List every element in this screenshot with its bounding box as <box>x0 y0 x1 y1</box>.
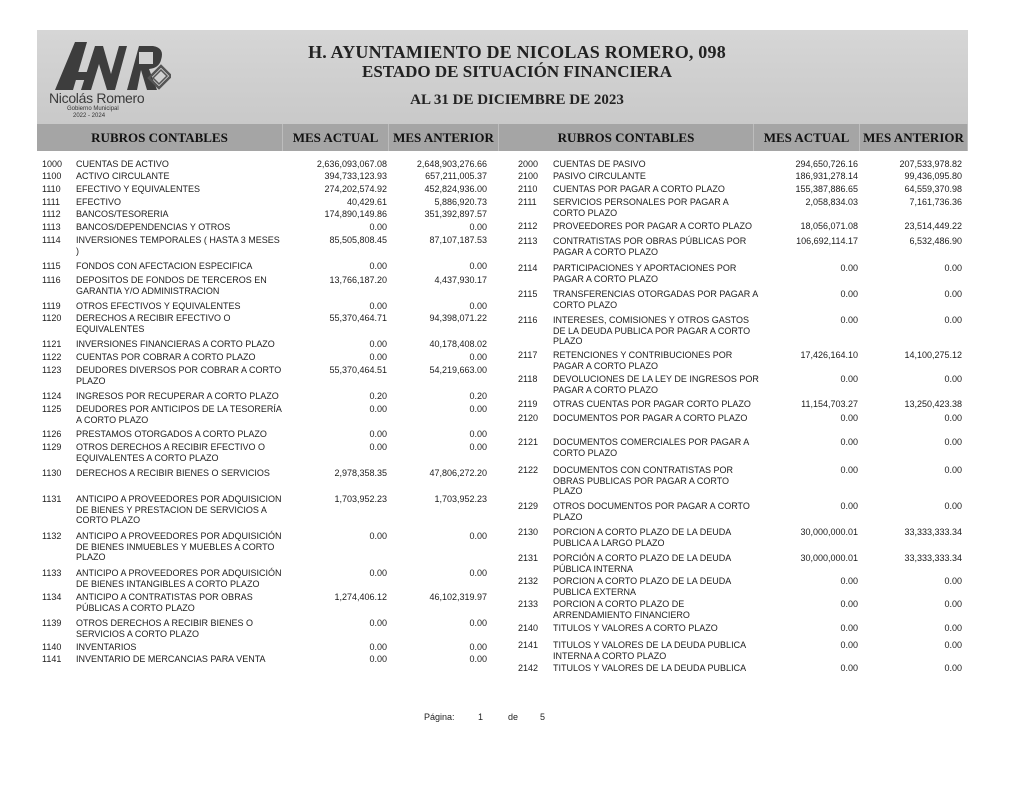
previous-month-value: 0.00 <box>944 576 962 586</box>
account-description: ANTICIPO A PROVEEDORES POR ADQUISICIÓN DE BIENES INTANGIBLES A CORTO PLAZO <box>76 568 282 589</box>
current-month-value: 2,058,834.03 <box>805 197 858 207</box>
previous-month-value: 0.00 <box>944 413 962 423</box>
account-code: 2133 <box>518 599 539 609</box>
account-code: 1122 <box>42 352 62 362</box>
account-code: 1000 <box>42 159 63 169</box>
current-month-value: 17,426,164.10 <box>800 350 858 360</box>
account-description: INVENTARIOS <box>76 642 137 652</box>
account-description: TRANSFERENCIAS OTORGADAS POR PAGAR A CORTO PLAZO <box>553 289 758 310</box>
account-code: 2130 <box>518 527 539 537</box>
account-code: 2142 <box>518 663 539 673</box>
account-code: 2111 <box>518 197 537 207</box>
current-month-value: 13,766,187.20 <box>329 275 387 285</box>
account-description: PORCION A CORTO PLAZO DE LA DEUDA PUBLICA EXTERNA <box>553 576 731 597</box>
previous-month-value: 6,532,486.90 <box>909 236 962 246</box>
page-total: 5 <box>540 712 546 722</box>
account-code: 1100 <box>42 171 62 181</box>
previous-month-value: 54,219,663.00 <box>429 365 487 375</box>
account-code: 2122 <box>518 465 539 475</box>
account-code: 1112 <box>42 209 61 219</box>
account-description: DEVOLUCIONES DE LA LEY DE INGRESOS POR PAGAR A CORTO PLAZO <box>553 374 759 395</box>
account-description: CUENTAS POR PAGAR A CORTO PLAZO <box>553 184 725 194</box>
previous-month-value: 99,436,095.80 <box>904 171 962 181</box>
col-rubros-right: RUBROS CONTABLES <box>499 124 754 151</box>
account-description: INVERSIONES TEMPORALES ( HASTA 3 MESES ) <box>76 235 280 256</box>
current-month-value: 11,154,703.27 <box>801 399 858 409</box>
account-code: 1114 <box>42 235 61 245</box>
current-month-value: 55,370,464.51 <box>329 365 387 375</box>
current-month-value: 0.00 <box>369 531 387 541</box>
current-month-value: 0.00 <box>840 663 858 673</box>
account-description: DEPOSITOS DE FONDOS DE TERCEROS EN GARANTIA Y/O ADMINISTRACION <box>76 275 267 296</box>
previous-month-value: 0.00 <box>469 429 487 439</box>
current-month-value: 0.00 <box>369 568 387 578</box>
current-month-value: 0.00 <box>840 465 858 475</box>
account-description: TITULOS Y VALORES DE LA DEUDA PUBLICA INTERNA A CORTO PLAZO <box>553 640 746 661</box>
account-description: DOCUMENTOS CON CONTRATISTAS POR OBRAS PUBLICAS POR PAGAR A CORTO PLAZO <box>553 465 734 496</box>
previous-month-value: 0.00 <box>944 623 962 633</box>
previous-month-value: 0.00 <box>944 465 962 475</box>
account-code: 2115 <box>518 289 538 299</box>
account-code: 2100 <box>518 171 539 181</box>
current-month-value: 0.00 <box>369 352 387 362</box>
previous-month-value: 0.00 <box>944 263 962 273</box>
previous-month-value: 87,107,187.53 <box>429 235 487 245</box>
account-description: OTROS DERECHOS A RECIBIR EFECTIVO O EQUIVALENTES A CORTO PLAZO <box>76 442 266 463</box>
previous-month-value: 0.00 <box>944 315 962 325</box>
current-month-value: 0.00 <box>369 618 387 628</box>
current-month-value: 294,650,726.16 <box>795 159 858 169</box>
account-code: 1121 <box>42 339 62 349</box>
previous-month-value: 351,392,897.57 <box>424 209 487 219</box>
previous-month-value: 0.00 <box>944 374 962 384</box>
previous-month-value: 0.20 <box>469 391 487 401</box>
account-description: DERECHOS A RECIBIR BIENES O SERVICIOS <box>76 468 270 478</box>
account-description: OTROS DERECHOS A RECIBIR BIENES O SERVICIOS A CORTO PLAZO <box>76 618 254 639</box>
current-month-value: 40,429.61 <box>346 197 387 207</box>
title-block <box>177 42 857 109</box>
page-number: 1 <box>478 712 484 722</box>
current-month-value: 2,978,358.35 <box>334 468 387 478</box>
account-code: 2140 <box>518 623 539 633</box>
current-month-value: 0.00 <box>840 413 858 423</box>
current-month-value: 274,202,574.92 <box>324 184 387 194</box>
account-description: ANTICIPO A PROVEEDORES POR ADQUISICION DE BIENES Y PRESTACION DE SERVICIOS A CORTO PLAZO <box>76 494 282 525</box>
page-label: Página: <box>424 712 455 722</box>
previous-month-value: 0.00 <box>944 663 962 673</box>
account-description: CUENTAS POR COBRAR A CORTO PLAZO <box>76 352 256 362</box>
account-code: 1129 <box>42 442 62 452</box>
previous-month-value: 23,514,449.22 <box>904 221 962 231</box>
account-code: 2114 <box>518 263 538 273</box>
account-description: OTRAS CUENTAS POR PAGAR CORTO PLAZO <box>553 399 751 409</box>
previous-month-value: 0.00 <box>469 618 487 628</box>
previous-month-value: 657,211,005.37 <box>425 171 487 181</box>
col-actual-left: MES ACTUAL <box>283 124 389 151</box>
account-description: BANCOS/DEPENDENCIAS Y OTROS <box>76 222 231 232</box>
account-code: 2119 <box>518 399 538 409</box>
col-actual-right: MES ACTUAL <box>754 124 860 151</box>
previous-month-value: 47,806,272.20 <box>429 468 487 478</box>
previous-month-value: 5,886,920.73 <box>434 197 487 207</box>
current-month-value: 0.00 <box>369 442 387 452</box>
account-code: 2118 <box>518 374 538 384</box>
account-code: 1133 <box>42 568 62 578</box>
current-month-value: 0.00 <box>840 501 858 511</box>
logo-text: Nicolás Romero <box>49 90 145 106</box>
current-month-value: 18,056,071.08 <box>800 221 858 231</box>
previous-month-value: 0.00 <box>944 640 962 650</box>
account-code: 1125 <box>42 404 62 414</box>
account-code: 1131 <box>42 494 62 504</box>
col-rubros-left: RUBROS CONTABLES <box>37 124 283 151</box>
account-description: EFECTIVO <box>76 197 122 207</box>
previous-month-value: 0.00 <box>469 654 487 664</box>
current-month-value: 0.00 <box>840 289 858 299</box>
account-code: 2116 <box>518 315 538 325</box>
previous-month-value: 40,178,408.02 <box>429 339 487 349</box>
account-code: 2110 <box>518 184 538 194</box>
account-code: 1110 <box>42 184 61 194</box>
previous-month-value: 0.00 <box>469 404 487 414</box>
current-month-value: 0.00 <box>369 642 387 652</box>
current-month-value: 30,000,000.01 <box>800 553 858 563</box>
previous-month-value: 0.00 <box>469 222 487 232</box>
account-code: 1123 <box>42 365 62 375</box>
page-of-label: de <box>508 712 519 722</box>
current-month-value: 1,703,952.23 <box>334 494 387 504</box>
account-code: 1120 <box>42 313 62 323</box>
account-description: BANCOS/TESORERIA <box>76 209 169 219</box>
current-month-value: 85,505,808.45 <box>329 235 387 245</box>
previous-month-value: 452,824,936.00 <box>424 184 487 194</box>
account-code: 1130 <box>42 468 62 478</box>
account-description: DERECHOS A RECIBIR EFECTIVO O EQUIVALENTES <box>76 313 231 334</box>
current-month-value: 106,692,114.17 <box>796 236 858 246</box>
account-description: OTROS EFECTIVOS Y EQUIVALENTES <box>76 301 241 311</box>
current-month-value: 0.00 <box>840 576 858 586</box>
account-code: 1140 <box>42 642 62 652</box>
current-month-value: 0.00 <box>840 437 858 447</box>
current-month-value: 1,274,406.12 <box>334 592 387 602</box>
account-description: PORCION A CORTO PLAZO DE LA DEUDA PUBLICA A LARGO PLAZO <box>553 527 731 548</box>
account-description: ACTIVO CIRCULANTE <box>76 171 170 181</box>
account-code: 1141 <box>42 654 62 664</box>
account-description: TITULOS Y VALORES DE LA DEUDA PUBLICA <box>553 663 747 673</box>
col-anterior-right: MES ANTERIOR <box>860 124 968 151</box>
previous-month-value: 46,102,319.97 <box>429 592 487 602</box>
current-month-value: 0.20 <box>369 391 387 401</box>
account-code: 1119 <box>42 301 61 311</box>
account-description: PORCION A CORTO PLAZO DE ARRENDAMIENTO FINANCIERO <box>553 599 690 620</box>
previous-month-value: 13,250,423.38 <box>904 399 962 409</box>
current-month-value: 0.00 <box>840 263 858 273</box>
account-description: PORCIÓN A CORTO PLAZO DE LA DEUDA PÚBLICA INTERNA <box>553 553 731 574</box>
previous-month-value: 1,703,952.23 <box>434 494 487 504</box>
account-description: DOCUMENTOS POR PAGAR A CORTO PLAZO <box>553 413 748 423</box>
previous-month-value: 0.00 <box>469 352 487 362</box>
account-description: CONTRATISTAS POR OBRAS PÚBLICAS POR PAGAR A CORTO PLAZO <box>553 236 747 257</box>
account-code: 2117 <box>518 350 538 360</box>
previous-month-value: 0.00 <box>944 501 962 511</box>
account-description: DEUDORES DIVERSOS POR COBRAR A CORTO PLAZO <box>76 365 282 386</box>
current-month-value: 155,387,886.65 <box>795 184 858 194</box>
current-month-value: 55,370,464.71 <box>329 313 387 323</box>
current-month-value: 394,733,123.93 <box>324 171 387 181</box>
previous-month-value: 7,161,736.36 <box>909 197 962 207</box>
account-description: RETENCIONES Y CONTRIBUCIONES POR PAGAR A CORTO PLAZO <box>553 350 733 371</box>
previous-month-value: 0.00 <box>469 261 487 271</box>
account-code: 1124 <box>42 391 62 401</box>
current-month-value: 30,000,000.01 <box>800 527 858 537</box>
account-description: PRESTAMOS OTORGADOS A CORTO PLAZO <box>76 429 267 439</box>
account-description: PASIVO CIRCULANTE <box>553 171 646 181</box>
account-description: DOCUMENTOS COMERCIALES POR PAGAR A CORTO PLAZO <box>553 437 749 458</box>
current-month-value: 0.00 <box>840 599 858 609</box>
current-month-value: 0.00 <box>369 222 387 232</box>
current-month-value: 2,636,093,067.08 <box>316 159 387 169</box>
current-month-value: 0.00 <box>369 339 387 349</box>
previous-month-value: 0.00 <box>944 437 962 447</box>
account-description: INVERSIONES FINANCIERAS A CORTO PLAZO <box>76 339 275 349</box>
previous-month-value: 14,100,275.12 <box>904 350 962 360</box>
current-month-value: 0.00 <box>369 654 387 664</box>
previous-month-value: 0.00 <box>944 289 962 299</box>
account-description: DEUDORES POR ANTICIPOS DE LA TESORERÍA A CORTO PLAZO <box>76 404 282 425</box>
previous-month-value: 207,533,978.82 <box>899 159 962 169</box>
account-description: PARTICIPACIONES Y APORTACIONES POR PAGAR A CORTO PLAZO <box>553 263 737 284</box>
account-code: 1126 <box>42 429 62 439</box>
account-description: SERVICIOS PERSONALES POR PAGAR A CORTO PLAZO <box>553 197 729 218</box>
current-month-value: 0.00 <box>840 315 858 325</box>
account-description: EFECTIVO Y EQUIVALENTES <box>76 184 201 194</box>
document-header <box>37 30 968 124</box>
account-description: CUENTAS DE ACTIVO <box>76 159 169 169</box>
account-code: 1116 <box>42 275 61 285</box>
report-date: AL 31 DE DICIEMBRE DE 2023 <box>410 92 624 108</box>
entity-title: H. AYUNTAMIENTO DE NICOLAS ROMERO, 098 <box>308 42 726 62</box>
account-description: ANTICIPO A CONTRATISTAS POR OBRAS PÚBLICAS A CORTO PLAZO <box>76 592 253 613</box>
previous-month-value: 94,398,071.22 <box>429 313 487 323</box>
current-month-value: 174,890,149.86 <box>324 209 387 219</box>
account-code: 1139 <box>42 618 62 628</box>
municipal-logo <box>45 36 170 120</box>
current-month-value: 0.00 <box>369 301 387 311</box>
report-title: ESTADO DE SITUACIÓN FINANCIERA <box>362 62 672 81</box>
account-description: INTERESES, COMISIONES Y OTROS GASTOS DE LA DEUDA PUBLICA POR PAGAR A CORTO PLAZO <box>553 315 751 346</box>
current-month-value: 186,931,278.14 <box>795 171 858 181</box>
account-description: OTROS DOCUMENTOS POR PAGAR A CORTO PLAZO <box>553 501 750 522</box>
account-description: ANTICIPO A PROVEEDORES POR ADQUISICIÓN DE BIENES INMUEBLES Y MUEBLES A CORTO PLAZO <box>76 531 282 562</box>
previous-month-value: 33,333,333.34 <box>904 553 962 563</box>
account-description: TITULOS Y VALORES A CORTO PLAZO <box>553 623 718 633</box>
anr-logo-icon <box>53 38 171 92</box>
account-code: 2000 <box>518 159 539 169</box>
account-code: 2120 <box>518 413 539 423</box>
previous-month-value: 0.00 <box>469 531 487 541</box>
account-description: FONDOS CON AFECTACION ESPECIFICA <box>76 261 253 271</box>
previous-month-value: 0.00 <box>469 568 487 578</box>
account-code: 1115 <box>42 261 61 271</box>
previous-month-value: 0.00 <box>469 642 487 652</box>
account-code: 2132 <box>518 576 539 586</box>
account-code: 1111 <box>42 197 61 207</box>
previous-month-value: 0.00 <box>469 301 487 311</box>
current-month-value: 0.00 <box>369 261 387 271</box>
current-month-value: 0.00 <box>369 429 387 439</box>
account-code: 2112 <box>518 221 538 231</box>
previous-month-value: 0.00 <box>469 442 487 452</box>
previous-month-value: 0.00 <box>944 599 962 609</box>
account-description: CUENTAS DE PASIVO <box>553 159 646 169</box>
account-code: 2113 <box>518 236 538 246</box>
previous-month-value: 64,559,370.98 <box>904 184 962 194</box>
current-month-value: 0.00 <box>840 374 858 384</box>
current-month-value: 0.00 <box>840 623 858 633</box>
col-anterior-left: MES ANTERIOR <box>389 124 499 151</box>
account-code: 2131 <box>518 553 539 563</box>
previous-month-value: 33,333,333.34 <box>904 527 962 537</box>
logo-period: 2022 - 2024 <box>73 113 106 119</box>
current-month-value: 0.00 <box>369 404 387 414</box>
account-description: INVENTARIO DE MERCANCIAS PARA VENTA <box>76 654 266 664</box>
account-code: 2129 <box>518 501 539 511</box>
account-code: 2141 <box>518 640 539 650</box>
account-code: 1134 <box>42 592 62 602</box>
account-description: PROVEEDORES POR PAGAR A CORTO PLAZO <box>553 221 753 231</box>
logo-subtitle: Gobierno Municipal <box>67 106 119 112</box>
account-code: 1132 <box>42 531 62 541</box>
account-code: 2121 <box>518 437 539 447</box>
account-description: INGRESOS POR RECUPERAR A CORTO PLAZO <box>76 391 279 401</box>
current-month-value: 0.00 <box>840 640 858 650</box>
previous-month-value: 4,437,930.17 <box>434 275 487 285</box>
previous-month-value: 2,648,903,276.66 <box>416 159 487 169</box>
account-code: 1113 <box>42 222 61 232</box>
